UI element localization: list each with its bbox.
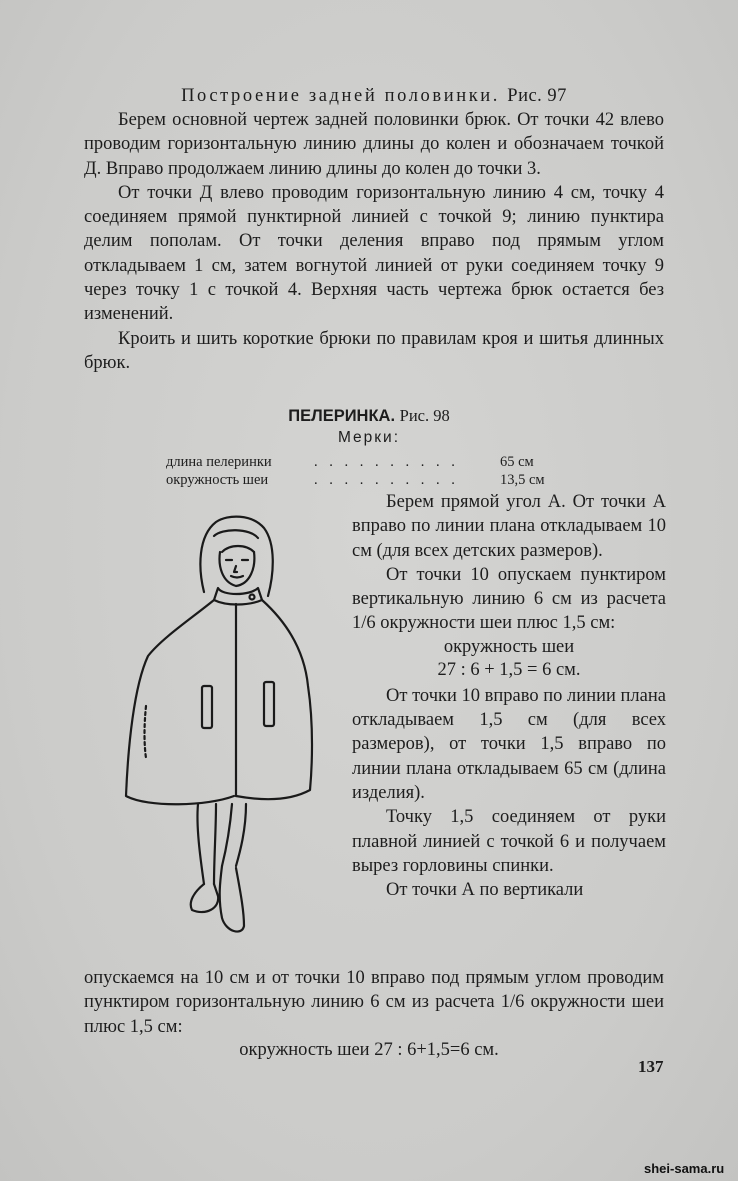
formula-line-2: 27 : 6 + 1,5 = 6 см.	[437, 659, 581, 680]
bottom-formula: окружность шеи 27 : 6+1,5=6 см.	[239, 1040, 499, 1060]
paragraph-3: Кроить и шить короткие брюки по правилам кроя и шитья длинных брюк.	[84, 328, 664, 373]
right-paragraph-2: От точки 10 опускаем пунктиром вертикальную линию 6 см из расчета 1/6 окружности шеи плюс 1,5 см:	[352, 564, 666, 634]
bottom-paragraph-block	[84, 966, 664, 1039]
measurements-label: Мерки:	[337, 429, 401, 446]
measurement-row: окружность шеи . . . . . . . . . . 13,5 см	[166, 472, 545, 488]
section-title: Построение задней половинки. Рис. 97	[181, 86, 567, 106]
measurement-row: длина пелеринки . . . . . . . . . . 65 см	[166, 454, 534, 470]
right-paragraph-1: Берем прямой угол А. От точки А вправо по линии плана откладываем 10 см (для всех детских размеров).	[352, 492, 666, 561]
page-number: 137	[638, 1057, 664, 1076]
right-paragraph-4: Точку 1,5 соединяем от руки плавной линией с точкой 6 и получаем вырез горловины спинки.	[352, 807, 666, 876]
formula-line-1: окружность шеи	[443, 636, 575, 657]
paragraph-2: От точки Д влево проводим горизонтальную линию 4 см, точку 4 соединяем прямой пунктирной линией с точкой 9; линию пунктира делим пополам. От точки деления вправо под прямым углом откладываем 1 см, затем вогнутой линией от руки соединяем точку 9 через точку 1 с точкой 4. Верхняя часть чертежа брюк остается без изменений.	[84, 182, 664, 325]
section-97	[84, 84, 664, 375]
cape-illustration	[118, 506, 318, 946]
watermark: shei-sama.ru	[644, 1161, 725, 1176]
right-column-text	[352, 490, 666, 902]
right-paragraph-3: От точки 10 вправо по линии плана откладываем 1,5 см (для всех размеров), от точки 1,5 вправо по линии плана откладываем 65 см (длина изделия).	[352, 685, 666, 803]
right-paragraph-5-start: От точки А по вертикали	[386, 880, 584, 901]
paragraph-1: Берем основной чертеж задней половинки брюк. От точки 42 влево проводим горизонтальную линию длины до колен и обозначаем точкой Д. Вправо продолжаем линию длины до колен до точки 3.	[84, 110, 664, 179]
cape-heading: ПЕЛЕРИНКА. Рис. 98	[288, 406, 450, 425]
bottom-paragraph: опускаемся на 10 см и от точки 10 вправо под прямым углом проводим пунктиром горизонтальную линию 6 см из расчета 1/6 окружности шеи плюс 1,5 см:	[84, 968, 664, 1037]
